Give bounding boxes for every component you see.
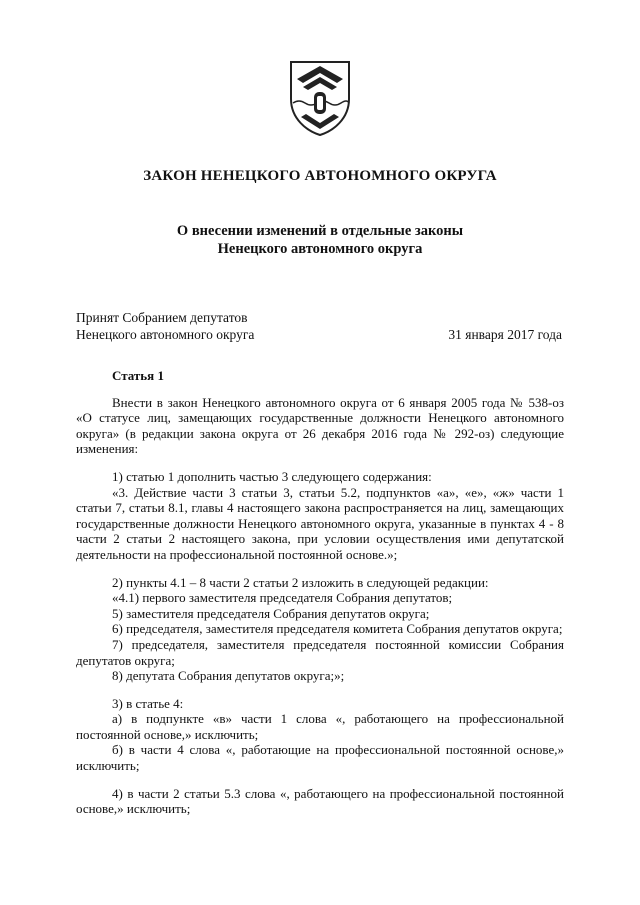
amendment-3-a: а) в подпункте «в» части 1 слова «, работающего на профессиональной постоянной основе,» исключить; xyxy=(76,711,564,742)
amendment-2-item-8: 8) депутата Собрания депутатов округа;»; xyxy=(112,668,345,684)
amendment-2-item-6: 6) председателя, заместителя председателя комитета Собрания депутатов округа; xyxy=(112,621,563,637)
amendment-2-item-5: 5) заместителя председателя Собрания депутатов округа; xyxy=(112,605,430,621)
article-intro: Внести в закон Ненецкого автономного округа от 6 января 2005 года № 538-оз «О статусе лиц, замещающих государственные должности Ненецкого автономного округа» (в редакции закона округа от 26 декабря 2016 года № 292-оз) следующие изменения: xyxy=(76,394,564,457)
law-subtitle xyxy=(0,222,640,258)
article-body xyxy=(76,368,564,817)
adoption-note xyxy=(76,309,254,343)
coat-of-arms-icon xyxy=(287,59,353,137)
adoption-line-2: Ненецкого автономного округа xyxy=(76,327,255,342)
article-heading: Статья 1 xyxy=(112,368,164,383)
adoption-date: 31 января 2017 года xyxy=(448,327,562,342)
amendment-3-b: б) в части 4 слова «, работающие на профессиональной постоянной основе,» исключить; xyxy=(76,742,564,774)
amendment-2: 2) пункты 4.1 – 8 части 2 статьи 2 изложить в следующей редакции: xyxy=(112,574,489,590)
amendment-2-item-7: 7) председателя, заместителя председателя постоянной комиссии Собрания депутатов округа; xyxy=(76,636,564,668)
subtitle-line-1: О внесении изменений в отдельные законы xyxy=(176,223,464,239)
amendment-1-text: «3. Действие части 3 статьи 3, статьи 5.2, подпунктов «а», «е», «ж» части 1 статьи 7, статьи 8.1, главы 4 настоящего закона распространяется на лиц, замещающих государственные должности Ненецкого автономного округа, указанные в пунктах 4 - 8 части 2 статьи 2 настоящего закона, при условии осуществления ими депутатской деятельности на профессиональной постоянной основе.»; xyxy=(76,484,564,562)
subtitle-line-2: Ненецкого автономного округа xyxy=(217,241,423,257)
amendment-1: 1) статью 1 дополнить частью 3 следующего содержания: xyxy=(112,468,432,484)
adoption-line-1: Принят Собранием депутатов xyxy=(76,310,248,325)
amendment-2-item-4-1: «4.1) первого заместителя председателя Собрания депутатов; xyxy=(112,590,453,606)
amendment-3: 3) в статье 4: xyxy=(112,695,184,711)
amendment-4: 4) в части 2 статьи 5.3 слова «, работающего на профессиональной постоянной основе,» исключить; xyxy=(76,785,564,817)
law-title: ЗАКОН НЕНЕЦКОГО АВТОНОМНОГО ОКРУГА xyxy=(143,168,497,184)
